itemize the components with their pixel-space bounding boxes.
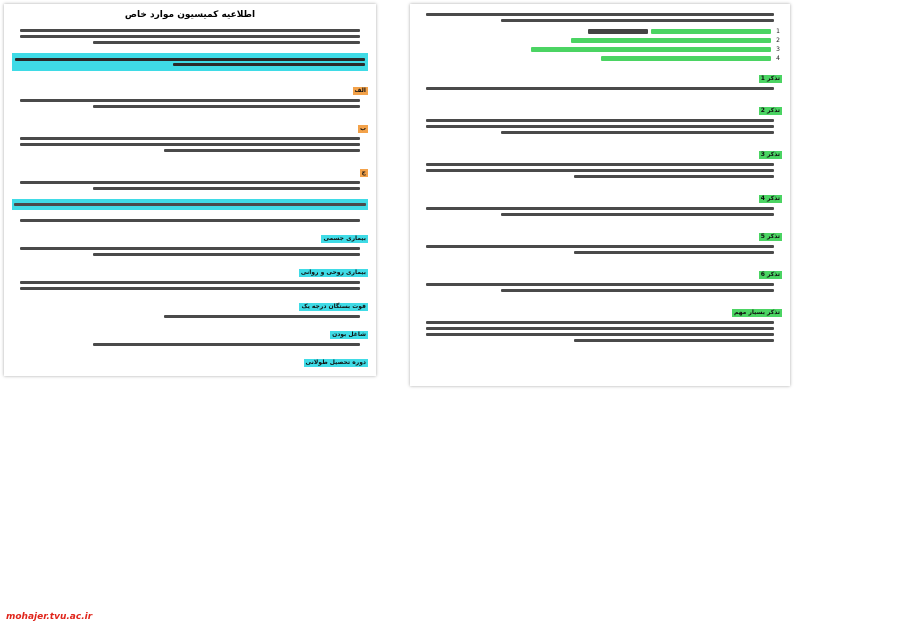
note-label: تذکر 3 <box>760 151 780 158</box>
right-intro <box>410 4 790 27</box>
intro-paragraph <box>4 24 376 49</box>
list-item: 3 <box>410 45 790 54</box>
section-tag: الف <box>354 87 366 94</box>
info-highlight-box <box>12 53 368 71</box>
section-tag: ب <box>359 125 366 132</box>
highlight-label: دوره تحصیل طولانی <box>305 359 366 366</box>
highlight-label: بیماری جسمی <box>323 235 366 242</box>
document-title: اطلاعیه کمیسیون موارد خاص <box>124 10 256 20</box>
note-6 <box>410 259 790 297</box>
highlight-label: بیماری روحی و روانی <box>300 269 366 276</box>
list-item: 1 <box>410 27 790 36</box>
note-label: تذکر بسیار مهم <box>733 309 780 316</box>
note-4 <box>410 183 790 221</box>
list-item: 4 <box>410 54 790 63</box>
note-label: تذکر 5 <box>760 233 780 240</box>
section-alef <box>4 75 376 113</box>
note-5 <box>410 221 790 259</box>
important-note <box>410 297 790 347</box>
illness-items <box>4 214 376 370</box>
left-document-page <box>4 4 376 376</box>
note-label: تذکر 1 <box>760 75 780 82</box>
note-label: تذکر 6 <box>760 271 780 278</box>
note-3 <box>410 139 790 183</box>
highlight-label: شاغل بودن <box>332 331 366 338</box>
note-1 <box>410 63 790 95</box>
subsection-box <box>12 199 368 210</box>
list-item: 2 <box>410 36 790 45</box>
section-tag: ج <box>361 169 366 176</box>
note-label: تذکر 4 <box>760 195 780 202</box>
section-je <box>4 157 376 195</box>
section-be <box>4 113 376 157</box>
note-label: تذکر 2 <box>760 107 780 114</box>
footer-site-link[interactable]: mohajer.tvu.ac.ir <box>6 612 93 622</box>
right-document-page <box>410 4 790 386</box>
highlight-label: فوت بستگان درجه یک <box>301 303 366 310</box>
note-2 <box>410 95 790 139</box>
